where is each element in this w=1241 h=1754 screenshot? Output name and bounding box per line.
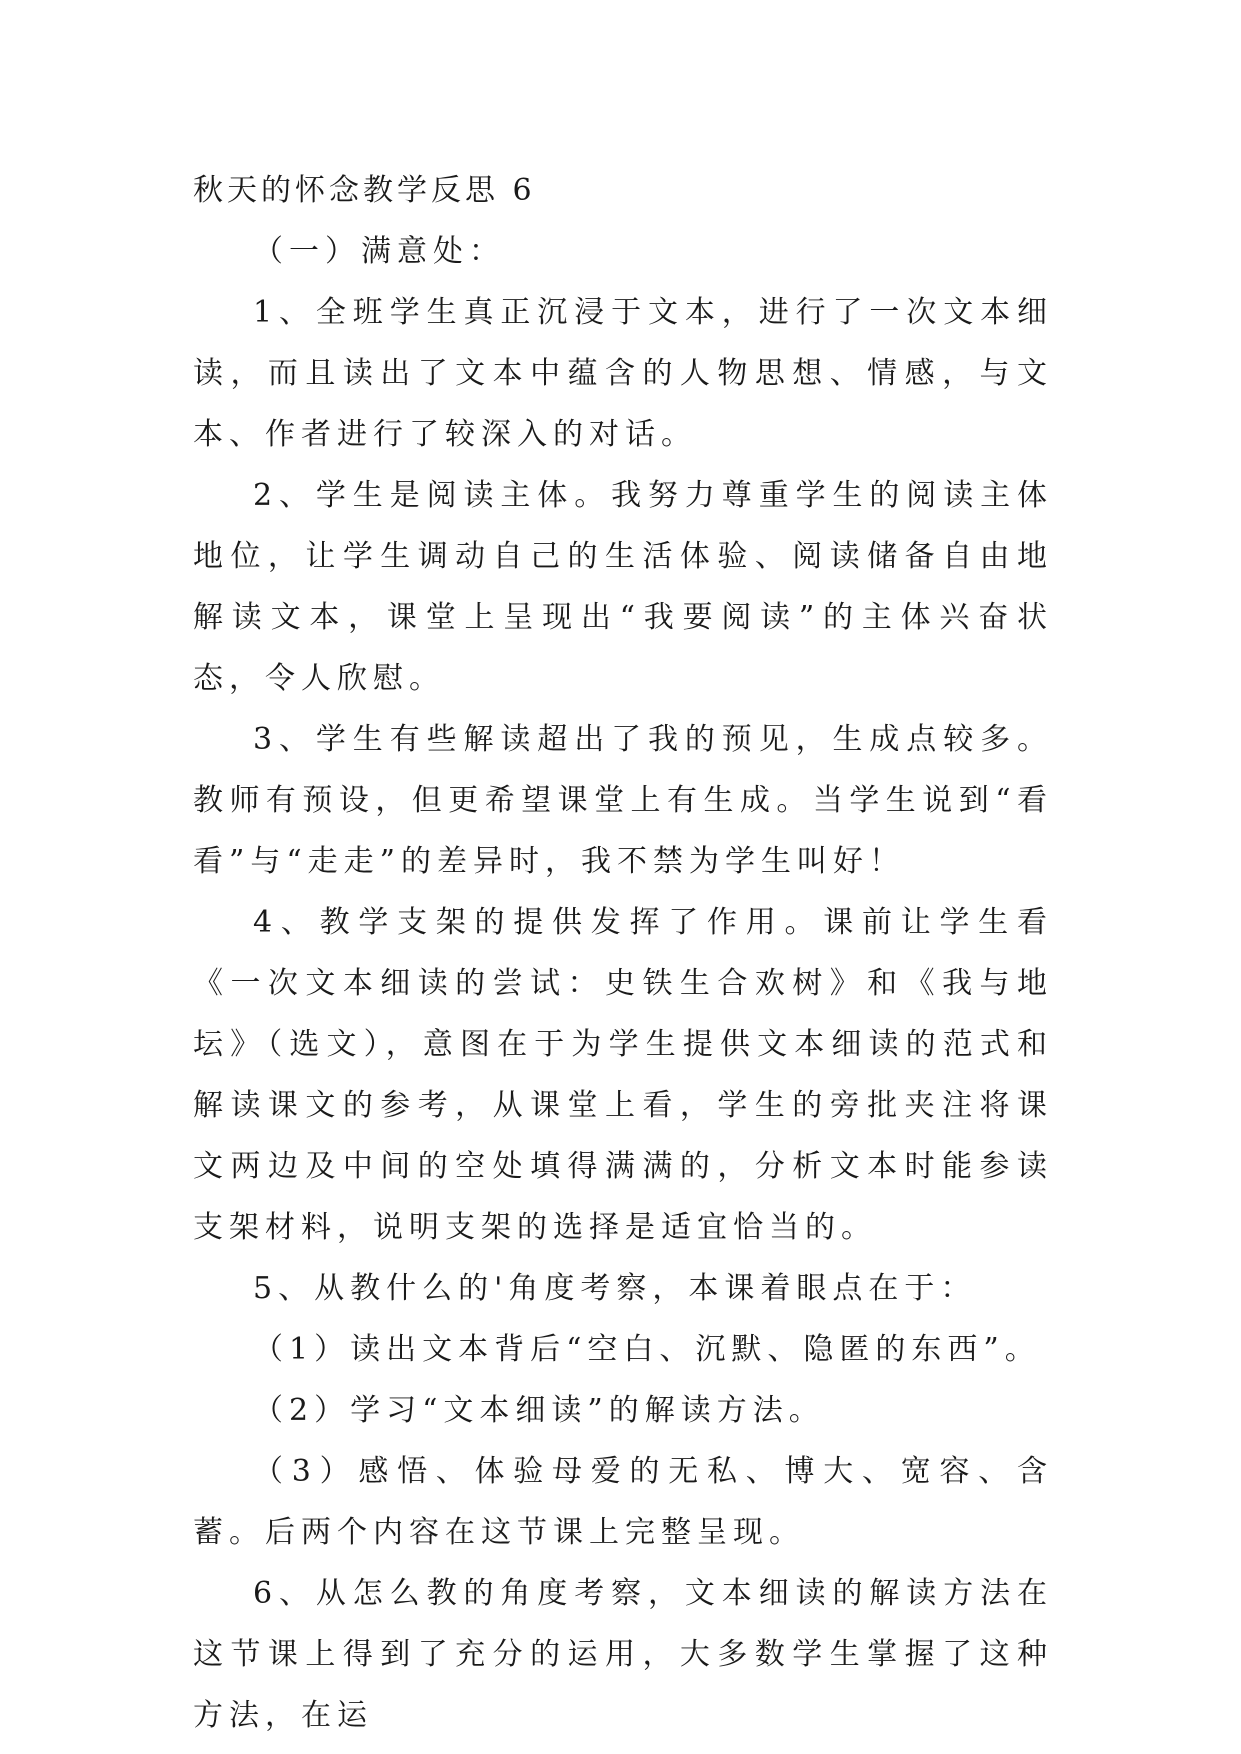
paragraph-5: 5、从教什么的'角度考察，本课着眼点在于： (253, 1271, 977, 1306)
sub-item-2: （2）学习“文本细读”的解读方法。 (253, 1393, 825, 1428)
section-heading: （一）满意处： (253, 234, 505, 269)
sub-item-1: （1）读出文本背后“空白、沉默、隐匿的东西”。 (253, 1332, 1041, 1367)
sub-item-3: （3）感悟、体验母爱的无私、博大、宽容、含蓄。后两个内容在这节课上完整呈现。 (193, 1454, 1053, 1550)
paragraph-2: 2、学生是阅读主体。我努力尊重学生的阅读主体地位，让学生调动自己的生活体验、阅读储备自由地解读文本，课堂上呈现出“我要阅读”的主体兴奋状态，令人欣慰。 (193, 478, 1053, 696)
paragraph-4: 4、教学支架的提供发挥了作用。课前让学生看《一次文本细读的尝试：史铁生合欢树》和《我与地坛》（选文），意图在于为学生提供文本细读的范式和解读课文的参考，从课堂上看，学生的旁批夹注将课文两边及中间的空处填得满满的，分析文本时能参读支架材料，说明支架的选择是适宜恰当的。 (193, 905, 1053, 1245)
paragraph-1: 1、全班学生真正沉浸于文本，进行了一次文本细读，而且读出了文本中蕴含的人物思想、情感，与文本、作者进行了较深入的对话。 (193, 295, 1053, 452)
document-body (193, 160, 1053, 1746)
paragraph-6: 6、从怎么教的角度考察，文本细读的解读方法在这节课上得到了充分的运用，大多数学生掌握了这种方法，在运 (193, 1576, 1053, 1733)
paragraph-3: 3、学生有些解读超出了我的预见，生成点较多。教师有预设，但更希望课堂上有生成。当学生说到“看看”与“走走”的差异时，我不禁为学生叫好！ (193, 722, 1053, 879)
document-title: 秋天的怀念教学反思 6 (193, 173, 536, 208)
